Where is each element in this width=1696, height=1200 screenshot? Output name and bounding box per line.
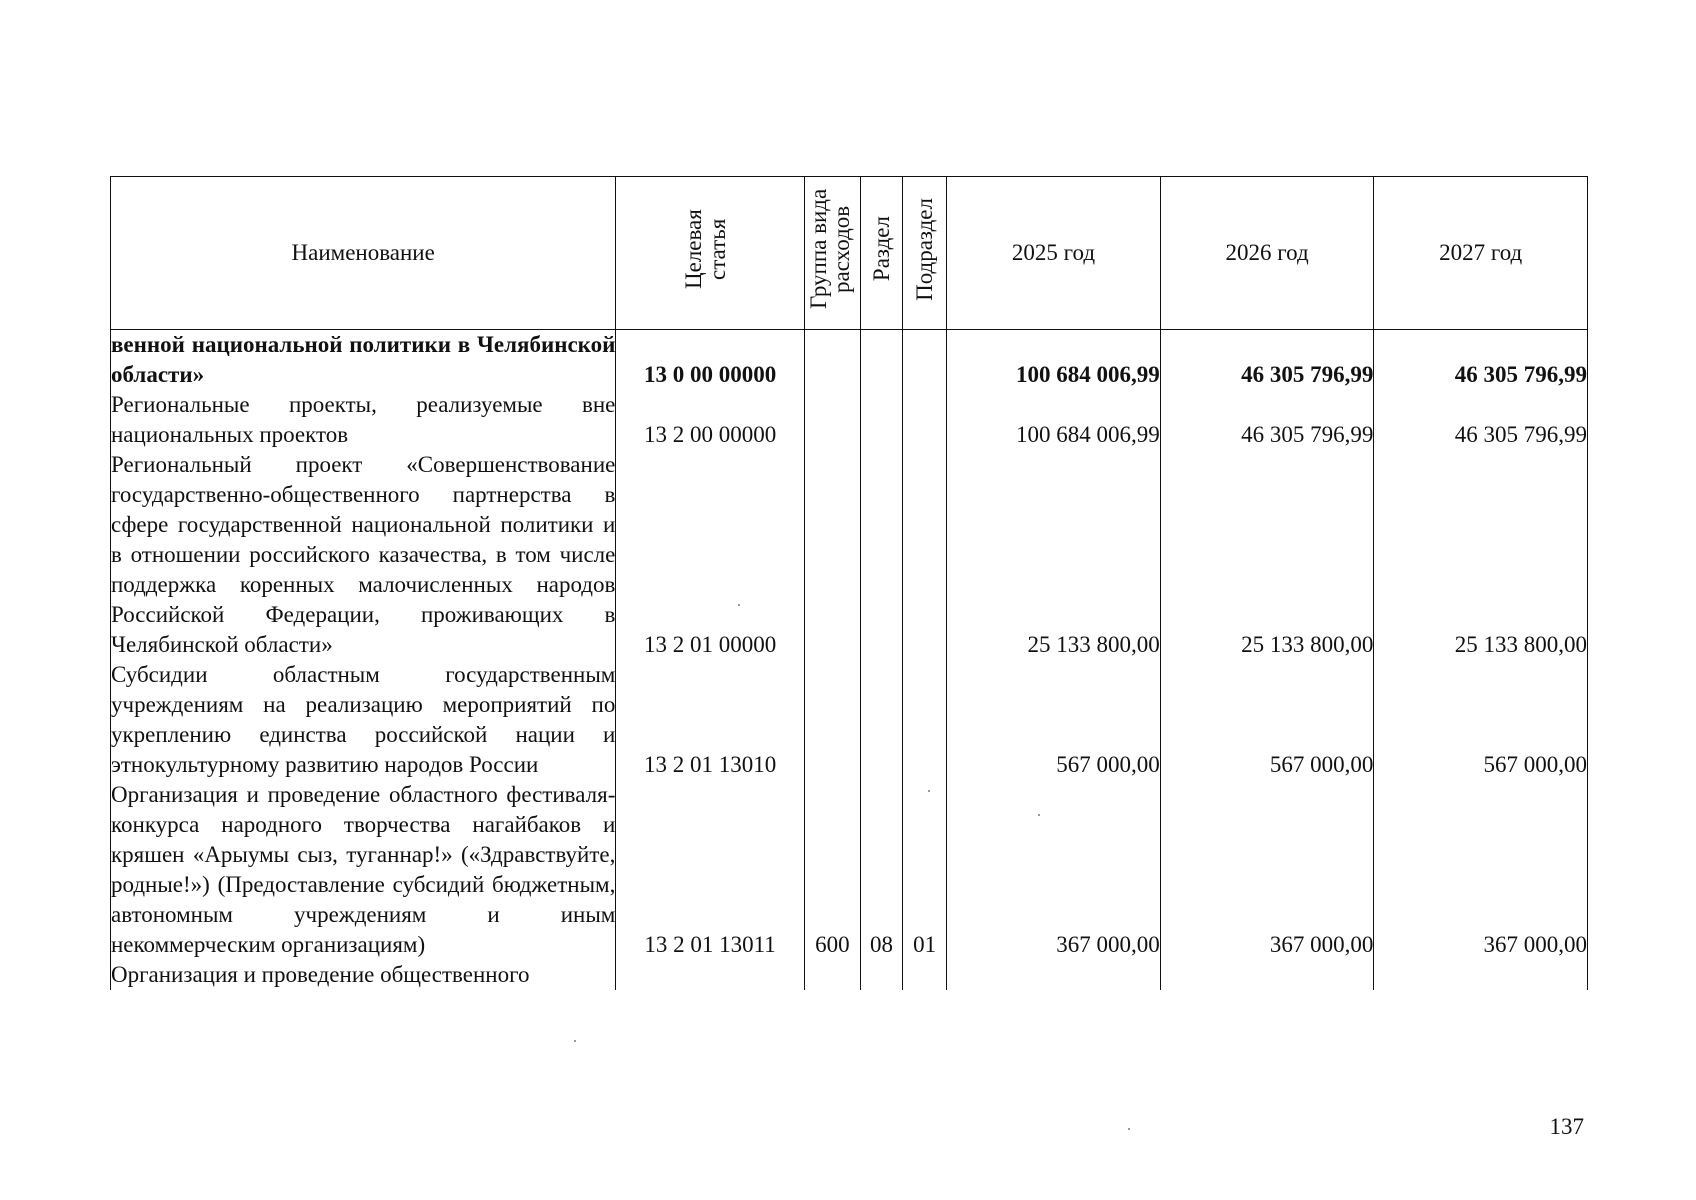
row-amount-2026: 567 000,00: [1160, 660, 1374, 780]
row-section: [861, 330, 903, 391]
row-amount-2025: 100 684 006,99: [947, 330, 1161, 391]
table-row: [111, 660, 1588, 780]
header-subsection: Подраздел: [903, 177, 947, 330]
row-amount-2027: 46 305 796,99: [1374, 330, 1588, 391]
row-amount-2026: 46 305 796,99: [1160, 330, 1374, 391]
table-row: [111, 450, 1588, 660]
row-amount-2026: 46 305 796,99: [1160, 390, 1374, 450]
row-section: [861, 660, 903, 780]
row-expense-group: [804, 960, 860, 990]
row-target-article: 13 2 01 13011: [616, 780, 805, 960]
table-row: [111, 780, 1588, 960]
row-target-article: [616, 960, 805, 990]
row-name: Региональный проект «Совершенствование государственно-общественного партнерства в сфере государственной национальной политики и в отношении российского казачества, в том числе поддержка коренных малочисленных народов Российской Федерации, проживающих в Челябинской области»: [111, 450, 616, 660]
row-target-article: 13 0 00 00000: [616, 330, 805, 391]
row-target-article: 13 2 01 00000: [616, 450, 805, 660]
scan-speck: [1128, 1128, 1130, 1130]
row-amount-2027: [1374, 960, 1588, 990]
scan-speck: [574, 1040, 576, 1042]
row-name: Организация и проведение общественного: [111, 960, 616, 990]
row-amount-2025: [947, 960, 1161, 990]
row-section: 08: [861, 780, 903, 960]
row-expense-group: [804, 330, 860, 391]
row-expense-group: 600: [804, 780, 860, 960]
budget-table: [110, 176, 1588, 990]
table-header-row: [111, 177, 1588, 330]
row-subsection: 01: [903, 780, 947, 960]
row-amount-2026: [1160, 960, 1374, 990]
row-target-article: 13 2 01 13010: [616, 660, 805, 780]
row-subsection: [903, 390, 947, 450]
scan-speck: [1038, 814, 1040, 816]
row-target-article: 13 2 00 00000: [616, 390, 805, 450]
row-expense-group: [804, 660, 860, 780]
header-name: Наименование: [111, 177, 616, 330]
row-amount-2025: 367 000,00: [947, 780, 1161, 960]
row-name: Региональные проекты, реализуемые вне национальных проектов: [111, 390, 616, 450]
row-subsection: [903, 330, 947, 391]
row-amount-2026: 367 000,00: [1160, 780, 1374, 960]
row-subsection: [903, 960, 947, 990]
row-name: венной национальной политики в Челябинской области»: [111, 330, 616, 391]
row-amount-2025: 25 133 800,00: [947, 450, 1161, 660]
row-amount-2025: 100 684 006,99: [947, 390, 1161, 450]
row-section: [861, 960, 903, 990]
table-row: [111, 330, 1588, 391]
header-target-article: Целевая статья: [616, 177, 805, 330]
row-expense-group: [804, 450, 860, 660]
scan-speck: [928, 790, 930, 792]
row-amount-2027: 46 305 796,99: [1374, 390, 1588, 450]
row-amount-2025: 567 000,00: [947, 660, 1161, 780]
row-amount-2027: 567 000,00: [1374, 660, 1588, 780]
header-year-2025: 2025 год: [947, 177, 1161, 330]
header-section: Раздел: [861, 177, 903, 330]
page-number: 137: [1549, 1114, 1584, 1139]
row-name: Субсидии областным государственным учреждениям на реализацию мероприятий по укреплению единства российской нации и этнокультурному развитию народов России: [111, 660, 616, 780]
header-expense-group: Группа вида расходов: [804, 177, 860, 330]
header-year-2027: 2027 год: [1374, 177, 1588, 330]
table-row: [111, 960, 1588, 990]
row-section: [861, 450, 903, 660]
row-section: [861, 390, 903, 450]
header-year-2026: 2026 год: [1160, 177, 1374, 330]
row-expense-group: [804, 390, 860, 450]
row-subsection: [903, 660, 947, 780]
row-amount-2026: 25 133 800,00: [1160, 450, 1374, 660]
table-row: [111, 390, 1588, 450]
row-name: Организация и проведение областного фестиваля-конкурса народного творчества нагайбаков и кряшен «Арыумы сыз, туганнар!» («Здравствуйте, родные!») (Предоставление субсидий бюджетным, автономным учреждениям и иным некоммерческим организациям): [111, 780, 616, 960]
scan-speck: [738, 604, 740, 606]
row-amount-2027: 25 133 800,00: [1374, 450, 1588, 660]
row-amount-2027: 367 000,00: [1374, 780, 1588, 960]
row-subsection: [903, 450, 947, 660]
